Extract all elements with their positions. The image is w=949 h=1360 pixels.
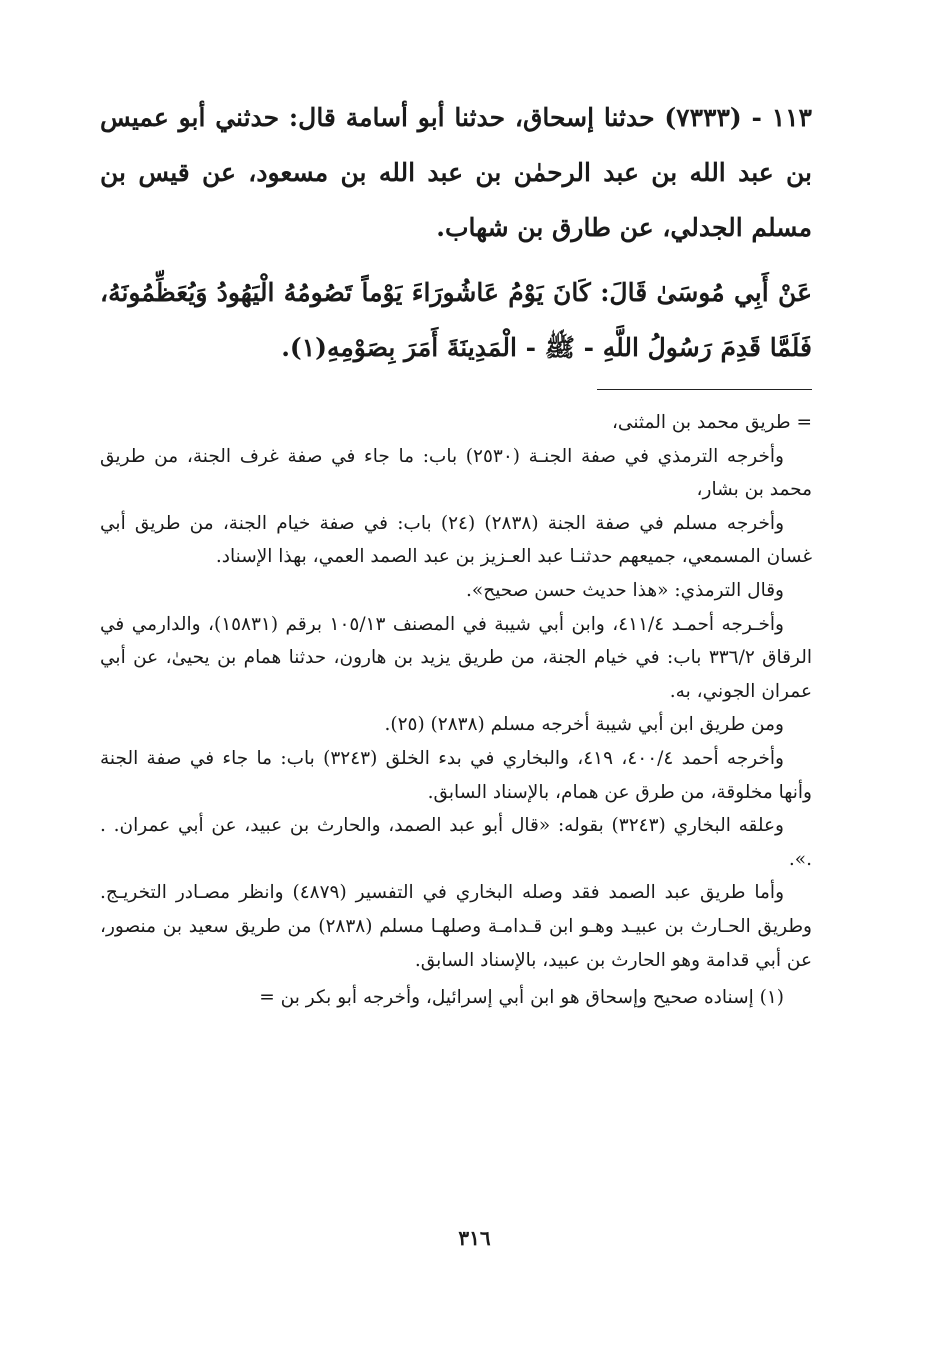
note-paragraph: وعلقه البخاري (٣٢٤٣) بقوله: «قال أبو عبد الصمد، والحارث بن عبيد، عن أبي عمران. . .». [100, 815, 812, 870]
footnotes [100, 406, 812, 1015]
note-paragraph: وأخرجه أحمد ٤٠٠/٤، ٤١٩، والبخاري في بدء الخلق (٣٢٤٣) باب: ما جاء في صفة الجنة وأنها مخلوقة، من طرق عن همام، بالإسناد السابق. [100, 747, 812, 803]
note-paragraph: وقال الترمذي: «هذا حديث حسن صحيح». [466, 579, 784, 601]
note-paragraph: ومن طريق ابن أبي شيبة أخرجه مسلم (٢٨٣٨) (٢٥). [384, 714, 784, 736]
hadith-text: عَنْ أَبِي مُوسَىٰ قَالَ: كَانَ يَوْمُ عَاشُورَاءَ يَوْماً تَصُومُهُ الْيَهُودُ وَيُعَظِّمُونَهُ، فَلَمَّا قَدِمَ رَسُولُ اللَّهِ - ﷺ - الْمَدِينَةَ أَمَرَ بِصَوْمِهِ(١). [100, 278, 812, 362]
note-paragraph: = طريق محمد بن المثنى، [611, 412, 812, 433]
note-paragraph: وأخرجه الترمذي في صفة الجنـة (٢٥٣٠) باب: ما جاء في صفة غرف الجنة، من طريق محمد بن بشار، [100, 445, 812, 501]
isnad-paragraph: ١١٣ - (٧٣٣٣) حدثنا إسحاق، حدثنا أبو أسامة قال: حدثني أبو عميس بن عبد الله بن عبد الرحمٰن بن عبد الله بن مسعود، عن قيس بن مسلم الجدلي، عن طارق بن شهاب. [100, 103, 812, 242]
page-content [100, 90, 812, 1015]
page-number: ٣١٦ [458, 1226, 491, 1250]
note-paragraph: وأما طريق عبد الصمد فقد وصله البخاري في التفسير (٤٨٧٩) وانظر مصـادر التخريـج. وطريق الحـارث بن عبيـد وهـو ابن قـدامـة وصلهـا مسلم (٢٨٣٨) من طريق سعيد بن منصور، عن أبي قدامة وهو الحارث بن عبيد، بالإسناد السابق. [100, 882, 812, 971]
footnote-1: (١) إسناده صحيح وإسحاق هو ابن أبي إسرائيل، وأخرجه أبو بكر بن = [259, 987, 784, 1009]
note-paragraph: وأخرجه مسلم في صفة الجنة (٢٨٣٨) (٢٤) باب: في صفة خيام الجنة، من طريق أبي غسان المسمعي، جميعهم حدثنـا عبد العـزيز بن عبد الصمد العمي، بهذا الإسناد. [100, 512, 812, 568]
note-paragraph: وأخـرجه أحمـد ٤١١/٤، وابن أبي شيبة في المصنف ١٠٥/١٣ برقم (١٥٨٣١)، والدارمي في الرقاق ٣٣٦/٢ باب: في خيام الجنة، من طريق يزيد بن هارون، حدثنا همام بن يحيىٰ، عن أبي عمران الجوني، به. [100, 613, 813, 702]
main-text [100, 90, 812, 375]
footnote-separator [597, 389, 812, 390]
